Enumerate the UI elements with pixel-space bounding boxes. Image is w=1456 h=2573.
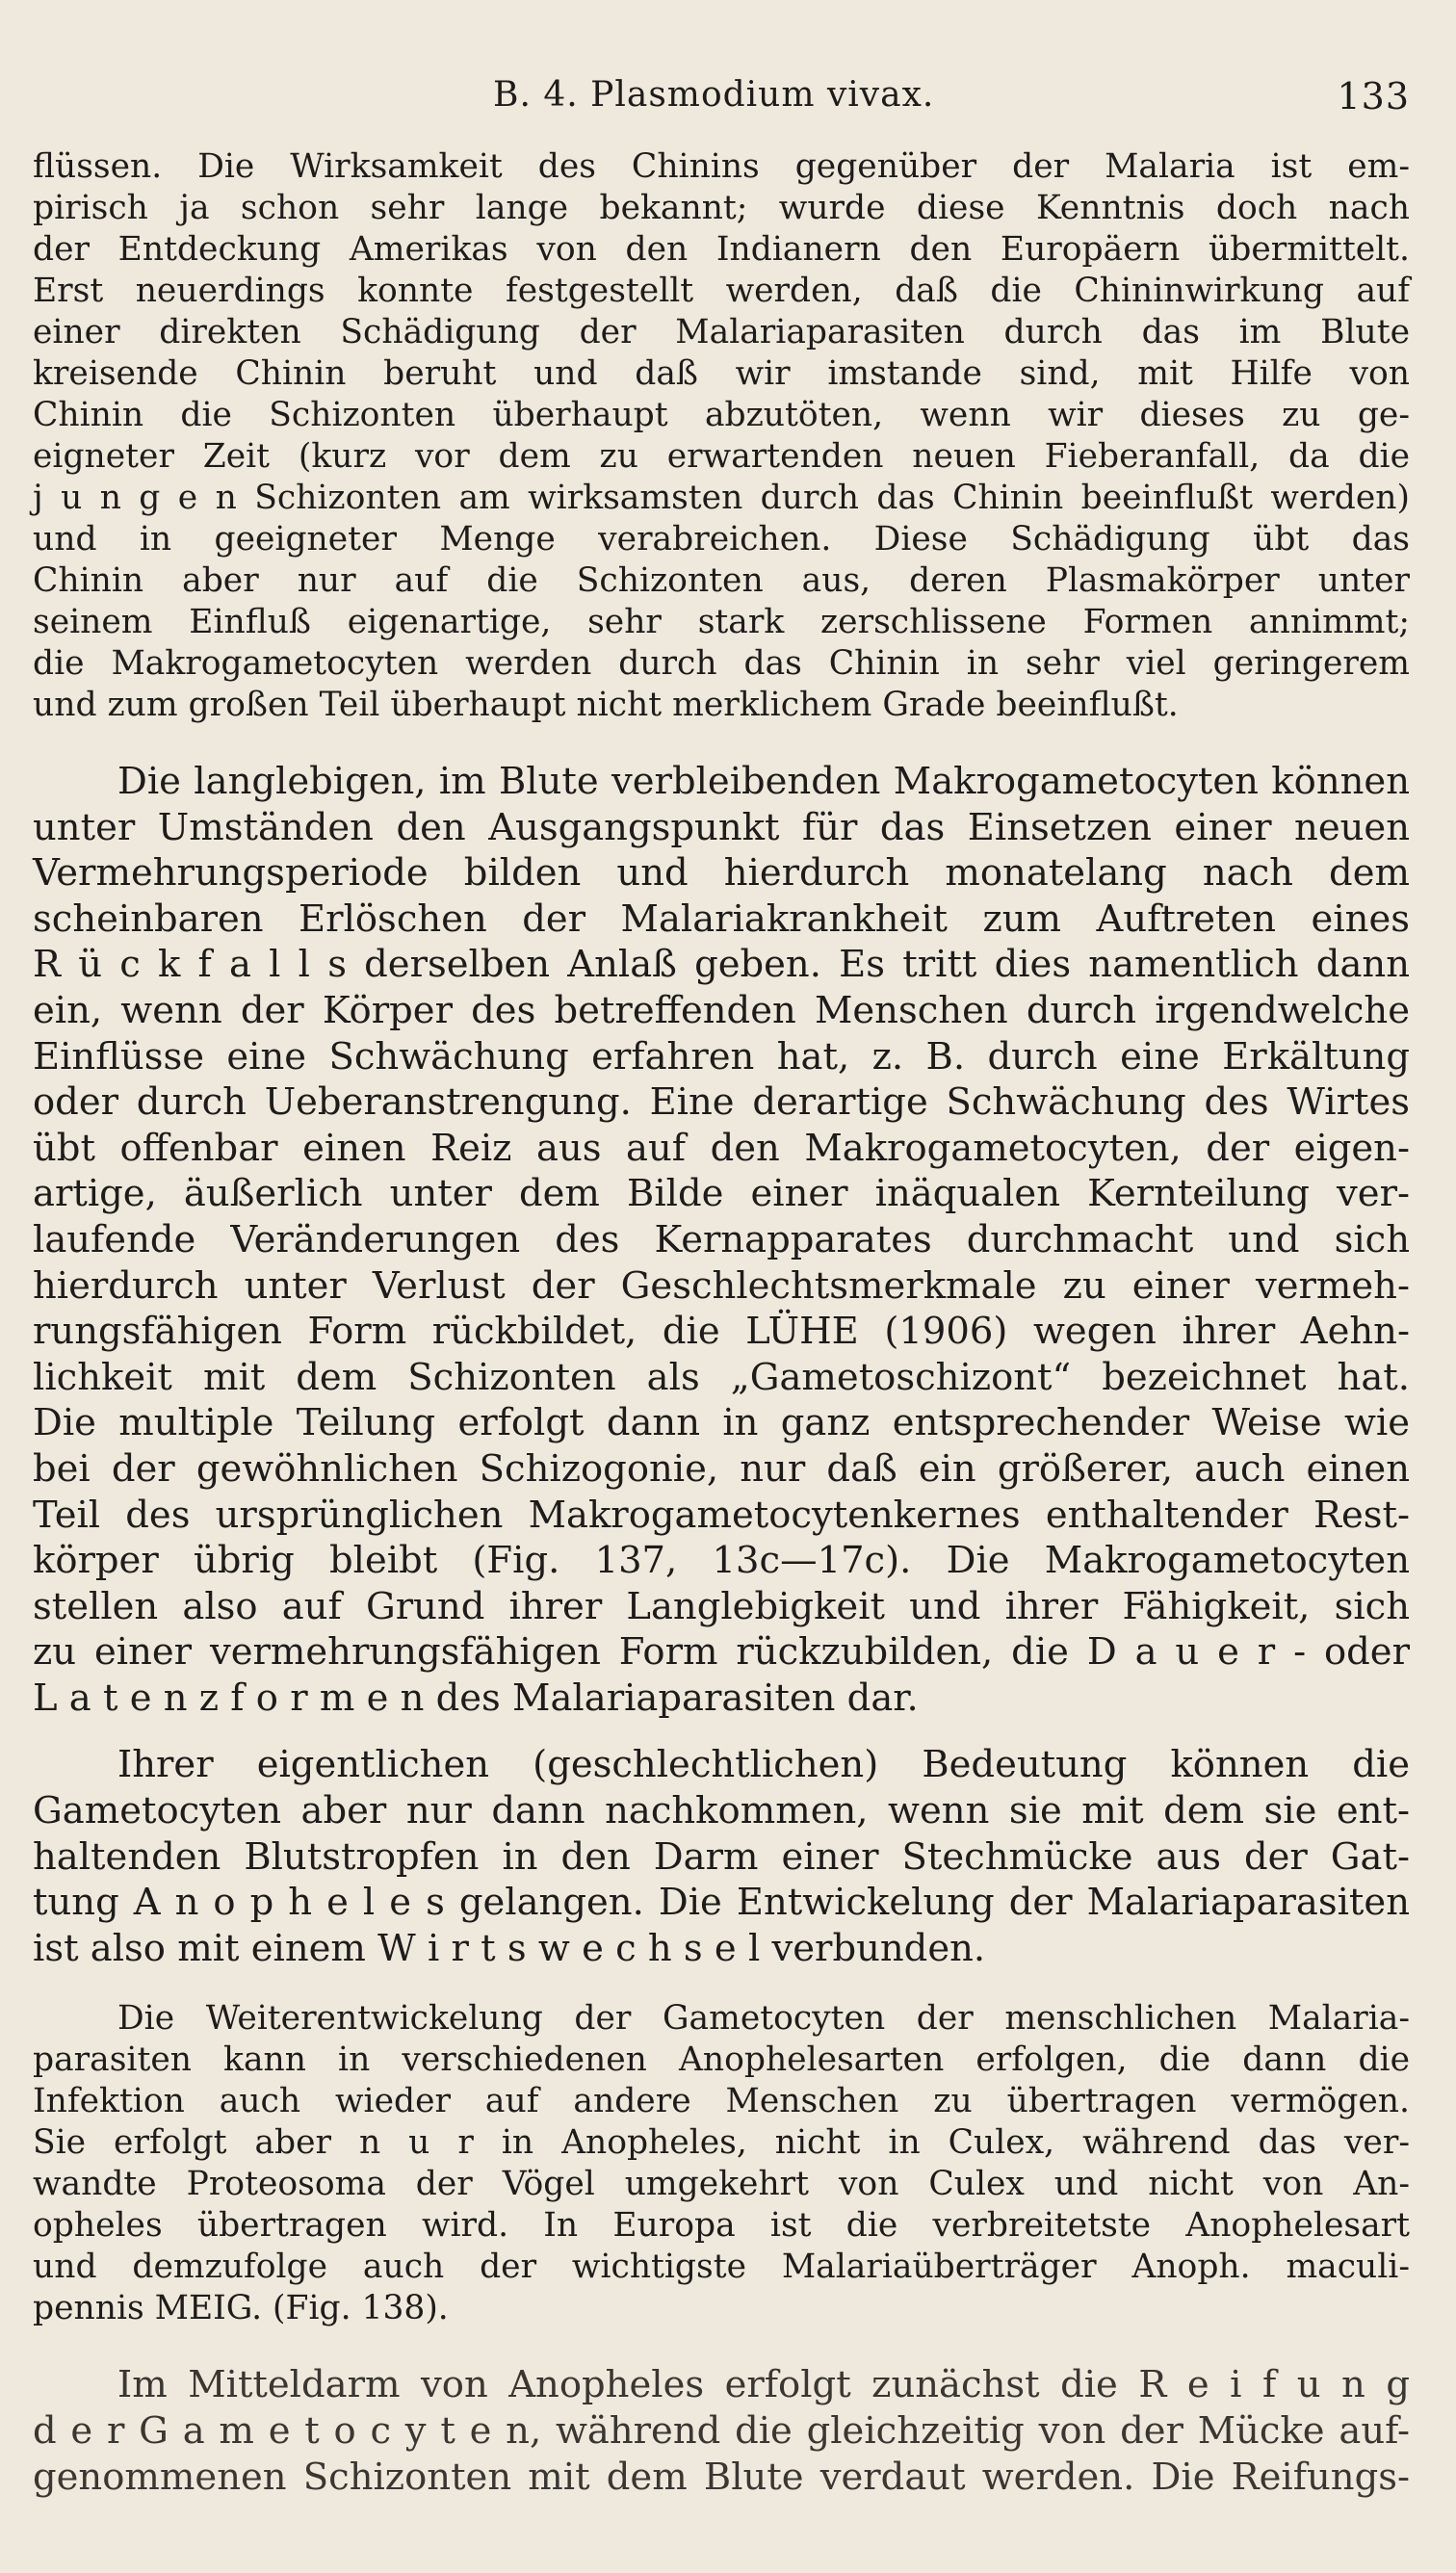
- text-line: stellen also auf Grund ihrer Langlebigkeit und ihrer Fähigkeit, sich: [33, 1584, 1410, 1628]
- text-line: ist also mit einem W i r t s w e c h s e l verbunden.: [33, 1926, 986, 1970]
- paragraph-1: [33, 146, 1410, 726]
- text-line: Einflüsse eine Schwächung erfahren hat, z. B. durch eine Erkältung: [33, 1034, 1410, 1079]
- text-line: L a t e n z f o r m e n des Malariaparasiten dar.: [33, 1676, 919, 1720]
- text-line: Chinin die Schizonten überhaupt abzutöten, wenn wir dieses zu ge-: [33, 396, 1410, 434]
- text-line: wandte Proteosoma der Vögel umgekehrt von Culex und nicht von An-: [33, 2165, 1410, 2204]
- text-line: Chinin aber nur auf die Schizonten aus, deren Plasmakörper unter: [33, 561, 1410, 600]
- text-line: unter Umständen den Ausgangspunkt für das Einsetzen einer neuen: [33, 805, 1410, 849]
- text-line: genommenen Schizonten mit dem Blute verdaut werden. Die Reifungs-: [33, 2455, 1410, 2499]
- text-line: Teil des ursprünglichen Makrogametocytenkernes enthaltender Rest-: [33, 1493, 1410, 1537]
- paragraph-5: [33, 2362, 1410, 2500]
- text-line: opheles übertragen wird. In Europa ist die verbreitetste Anophelesart: [33, 2206, 1410, 2246]
- text-line: ein, wenn der Körper des betreffenden Menschen durch irgendwelche: [33, 988, 1410, 1032]
- text-line: hierdurch unter Verlust der Geschlechtsmerkmale zu einer vermeh-: [33, 1263, 1410, 1308]
- text-line: Die langlebigen, im Blute verbleibenden Makrogametocyten können: [117, 760, 1410, 803]
- text-line: haltenden Blutstropfen in den Darm einer Stechmücke aus der Gat-: [33, 1834, 1410, 1879]
- text-line: bei der gewöhnlichen Schizogonie, nur daß ein größerer, auch einen: [33, 1446, 1410, 1491]
- text-line: oder durch Ueberanstrengung. Eine derartige Schwächung des Wirtes: [33, 1080, 1410, 1125]
- text-line: der Entdeckung Amerikas von den Indianern den Europäern übermittelt.: [33, 230, 1410, 269]
- text-line: zu einer vermehrungsfähigen Form rückzubilden, die D a u e r - oder: [33, 1630, 1410, 1675]
- text-line: kreisende Chinin beruht und daß wir imstande sind, mit Hilfe von: [33, 354, 1410, 393]
- text-line: Vermehrungsperiode bilden und hierdurch monatelang nach dem: [33, 851, 1410, 896]
- text-line: flüssen. Die Wirksamkeit des Chinins gegenüber der Malaria ist em-: [33, 147, 1410, 186]
- text-line: einer direkten Schädigung der Malariaparasiten durch das im Blute: [33, 313, 1410, 351]
- text-line: Infektion auch wieder auf andere Menschen zu übertragen vermögen.: [33, 2082, 1410, 2121]
- text-line: körper übrig bleibt (Fig. 137, 13c—17c). Die Makrogametocyten: [33, 1539, 1410, 1583]
- paragraph-4: [33, 1998, 1410, 2329]
- text-line: eigneter Zeit (kurz vor dem zu erwartenden neuen Fieberanfall, da die: [33, 437, 1410, 476]
- text-line: übt offenbar einen Reiz aus auf den Makrogametocyten, der eigen-: [33, 1126, 1410, 1170]
- running-title: B. 4. Plasmodium vivax.: [493, 75, 935, 115]
- text-line: und in geeigneter Menge verabreichen. Diese Schädigung übt das: [33, 520, 1410, 559]
- text-line: artige, äußerlich unter dem Bilde einer inäqualen Kernteilung ver-: [33, 1172, 1410, 1216]
- paragraph-3: [33, 1742, 1410, 1971]
- text-line: Ihrer eigentlichen (geschlechtlichen) Bedeutung können die: [117, 1743, 1410, 1787]
- text-line: seinem Einfluß eigenartige, sehr stark zerschlissene Formen annimmt;: [33, 603, 1410, 641]
- page-number: 133: [1337, 75, 1410, 117]
- text-line: und zum großen Teil überhaupt nicht merklichem Grade beeinflußt.: [33, 686, 1179, 724]
- text-line: Die multiple Teilung erfolgt dann in ganz entsprechender Weise wie: [33, 1401, 1410, 1445]
- text-line: scheinbaren Erlöschen der Malariakrankheit zum Auftreten eines: [33, 897, 1410, 941]
- text-line: laufende Veränderungen des Kernapparates durchmacht und sich: [33, 1217, 1410, 1261]
- page-header: [33, 75, 1410, 137]
- text-line: tung A n o p h e l e s gelangen. Die Entwickelung der Malariaparasiten: [33, 1881, 1410, 1925]
- text-line: rungsfähigen Form rückbildet, die LÜHE (1906) wegen ihrer Aehn-: [33, 1310, 1410, 1354]
- text-line: die Makrogametocyten werden durch das Chinin in sehr viel geringerem: [33, 644, 1410, 683]
- text-line: pennis MEIG. (Fig. 138).: [33, 2289, 449, 2328]
- paragraph-2: [33, 759, 1410, 1721]
- text-line: j u n g e n Schizonten am wirksamsten durch das Chinin beeinflußt werden): [33, 479, 1410, 517]
- text-line: pirisch ja schon sehr lange bekannt; wurde diese Kenntnis doch nach: [33, 189, 1410, 227]
- text-line: Im Mitteldarm von Anopheles erfolgt zunächst die R e i f u n g: [117, 2363, 1410, 2407]
- text-line: Gametocyten aber nur dann nachkommen, wenn sie mit dem sie ent-: [33, 1789, 1410, 1833]
- text-line: parasiten kann in verschiedenen Anophelesarten erfolgen, die dann die: [33, 2040, 1410, 2080]
- text-line: Erst neuerdings konnte festgestellt werden, daß die Chininwirkung auf: [33, 272, 1410, 310]
- text-line: d e r G a m e t o c y t e n, während die gleichzeitig von der Mücke auf-: [33, 2409, 1410, 2454]
- text-line: und demzufolge auch der wichtigste Malariaüberträger Anoph. maculi-: [33, 2248, 1410, 2287]
- text-line: lichkeit mit dem Schizonten als „Gametoschizont“ bezeichnet hat.: [33, 1355, 1410, 1399]
- text-line: Die Weiterentwickelung der Gametocyten der menschlichen Malaria-: [117, 1999, 1410, 2039]
- text-line: R ü c k f a l l s derselben Anlaß geben. Es tritt dies namentlich dann: [33, 943, 1410, 987]
- text-line: Sie erfolgt aber n u r in Anopheles, nicht in Culex, während das ver-: [33, 2123, 1410, 2163]
